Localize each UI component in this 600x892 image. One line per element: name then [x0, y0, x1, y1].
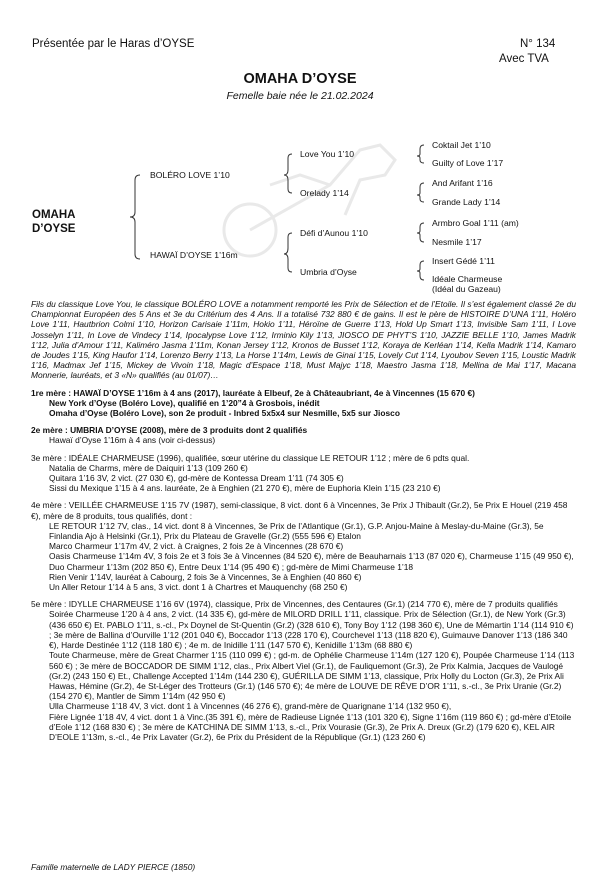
- mother-4-line: Rien Venir 1’14V, lauréat à Cabourg, 2 fois 3e à Vincennes, 3e à Enghien (40 860 €): [49, 571, 362, 582]
- mother-4-head: 4e mère : VEILLÉE CHARMEUSE 1’15 7V (1987), semi-classique, 8 vict. dont 6 à Vincennes, 3e Prix J Thibault (Gr.2), 5e Prix E Houel (219 458 €), mère de 8 produits, tous qualifiés, dont :: [31, 500, 568, 521]
- pedigree-dsd: Nesmile 1’17: [432, 237, 482, 247]
- pedigree-ddd-sire: (Idéal du Gazeau): [432, 284, 501, 294]
- maternal-family: Famille maternelle de LADY PIERCE (1850): [31, 862, 196, 872]
- mother-1-line: New York d’Oyse (Boléro Love), qualifié en 1’20”4 à Grosbois, inédit: [49, 397, 320, 408]
- lot-number: N° 134: [520, 38, 556, 50]
- sire-intro: Fils du classique Love You, le classique BOLÉRO LOVE a notamment remporté les Prix de Sélection et de l’Etoile. Il s’est également classé 2e du Championnat Européen des 5 Ans et 3e du Critérium des 4 Ans. Il a totalisé 732 880 € de gains. Il est le père de HISTOIRE D’UNA 1’11, Holéro Love 1’11, Hautbrion Colmi 1’10, Horizon Carisaie 1’11m, Hokio 1’11, Héroïne de Guerre 1’13, Hold Up Smart 1’13, Invisible Sam 1’11, I Love Josselyn 1’11, In Love de Vindecy 1’14, Ipocalypse Love 1’12, Irminio Kily 1’13, JIOSCO DE PHYT’S 1’10, JAZZIE BELLE 1’10, James Madrik 1’12, Julia d’Amour 1’11, Kaliméro Jasma 1’11m, Konan Jersey 1’12, Kronos de Busset 1’12, Koraya de Kerléan 1’14, Kella Madrik 1’14, Kamaro de Joudes 1’15, King Haufor 1’14, Lorenzo Berry 1’13, La Horse 1’14m, Lewis de Ginai 1’15, Lovely Cut 1’14, Lyoubov Seven 1’15, Loustic Madrik 1’16, Madmax Jef 1’15, Mickey de Vivoin 1’18, Magic d’Espace 1’18, Must Majyc 1’18, Maestro Jasma 1’18, Mellina de Mai 1’17, Macana Monnerie, lauréats, et 3 «N» qualifiés (au 01/07)…: [31, 299, 576, 381]
- mother-4-line: Marco Charmeur 1’17m 4V, 2 vict. à Craignes, 2 fois 2e à Vincennes (28 670 €): [49, 541, 344, 552]
- mother-2-head: 2e mère : UMBRIA D’OYSE (2008), mère de 3 produits dont 2 qualifiés: [31, 425, 308, 436]
- mother-5-line: Toute Charmeuse, mère de Great Charmer 1’15 (110 099 €) ; gd-m. de Ophélie Charmeuse 1’14m (127 120 €), Poupée Charmeuse 1’14 (113 560 €) ; 3e mère de BOCCADOR DE SIMM 1’12, clas., Prix Albert Viel (Gr.1), de Fauliquemont (Gr.3), 2e Prix Kalmia, Jacques de Vaulogé (Gr.2) (243 150 €) Et., Challenge Accepted 1’14m (144 230 €), GUÉRILLA DE SIMM 1’13, classique, Prix Holly du Locton (Gr.3), 2e Prix Ali Hawas, Hémine (Gr.2), 4e St-Léger des Trotteurs (Gr.1) (146 570 €); 4e mère de LOUVE DE RÊVE D’OR 1’11, s.-cl., 3e Prix Uranie (Gr.2) (154 270 €), Mantler de Simm 1’14m (42 950 €): [49, 650, 575, 702]
- mother-5: [31, 599, 576, 742]
- pedigree-sds: And Arifant 1’16: [432, 178, 493, 188]
- horse-name: [32, 208, 75, 236]
- mother-3-line: Sissi du Mexique 1’15 à 4 ans. lauréate, 2e à Enghien (21 270 €), mère de Euphoria Klein 1’15 (23 210 €): [49, 483, 441, 494]
- mother-2-line: Hawaï d’Oyse 1’16m à 4 ans (voir ci-dessus): [49, 435, 216, 446]
- mother-5-line: Soirée Charmeuse 1’20 à 4 ans, 2 vict. (14 335 €), gd-mère de MILORD DRILL 1’11, classique. Prix de Sélection (Gr.1), de New York (Gr.3) (436 650 €) Et. PABLO 1’11, s.-cl., Px Doynel de St-Quentin (Gr.2) (328 610 €), Tony Boy 1’12 (198 360 €), Une de Mémartin 1’14 (114 910 €) ; 3e mère de Ballina d’Ourville 1’12 (201 040 €), Boccador 1’13 (228 170 €), Courchevel 1’13 (118 820 €), Guimauve Danover 1’13 (186 340 €), Harde Destinée 1’12 (118 180 €) ; 4e m. de Inidille 1’11 (147 570 €), Kenidille 1’13m (68 880 €): [49, 609, 574, 651]
- mother-3-head: 3e mère : IDÉALE CHARMEUSE (1996), qualifiée, sœur utérine du classique LE RETOUR 1’12 ; mère de 6 pdts qual.: [31, 452, 470, 463]
- pedigree-sd: Orelady 1’14: [300, 188, 349, 198]
- pedigree-ddd: [432, 274, 502, 294]
- pedigree-sire: BOLÉRO LOVE 1’10: [150, 170, 230, 180]
- mother-5-line: Ulla Charmeuse 1’18 4V, 3 vict. dont 1 à Vincennes (46 276 €), grand-mère de Quarignane 1’14 (132 950 €),: [49, 701, 452, 712]
- pedigree-sdd: Grande Lady 1’14: [432, 197, 501, 207]
- pedigree-dds: Insert Gédé 1’11: [432, 256, 495, 266]
- mother-3-line: Natalia de Charms, mère de Daiquiri 1’13 (109 260 €): [49, 462, 248, 473]
- vat-text: Avec TVA: [499, 53, 549, 65]
- horse-name-line2: D’OYSE: [32, 223, 76, 235]
- pedigree-ssd: Guilty of Love 1’17: [432, 158, 504, 168]
- sulky-watermark-icon: [224, 145, 395, 256]
- mother-1-line: Omaha d’Oyse (Boléro Love), son 2e produit - Inbred 5x5x4 sur Nesmille, 5x5 sur Jiosco: [49, 408, 400, 419]
- mother-4-line: Oasis Charmeuse 1’14m 4V, 3 fois 2e et 3 fois 3e à Vincennes (84 520 €), mère de Beauharnais 1’13 (87 020 €), Charmeuse 1’15 (49 950 €), Duo Charmeur 1’13m (202 850 €), Entre Deux 1’14 (95 490 €) ; gd-mère de Mimi Charmeuse 1’18: [49, 551, 574, 572]
- pedigree-ddd-name: Idéale Charmeuse: [432, 274, 503, 284]
- pedigree-dd: Umbria d’Oyse: [300, 267, 357, 277]
- horse-subtitle: Femelle baie née le 21.02.2024: [226, 90, 374, 102]
- pedigree-dam: HAWAÏ D’OYSE 1’16m: [150, 250, 238, 260]
- mother-5-line: Fière Lignée 1’18 4V, 4 vict. dont 1 à Vinc.(35 391 €), mère de Radieuse Lignée 1’13 (101 320 €), Signe 1’16m (119 860 €) ; gd-mère d’Etoile d’Eole 1’12 (168 830 €) ; 3e mère de KATCHINA DE SIMM 1’13, s.-cl., Prix Vourasie (Gr.3), 2e Prix A. Dreux (Gr.2) (179 620 €), KEL AIR D’EOLE 1’13m, s.-cl., 4e Prix Lavater (Gr.2), 6e Prix du Président de la République (Gr.1) (123 260 €): [49, 711, 572, 742]
- pedigree-ss: Love You 1’10: [300, 149, 355, 159]
- mother-4-line: LE RETOUR 1’12 7V, clas., 14 vict. dont 8 à Vincennes, 3e Prix de l’Atlantique (Gr.1), G.P. Anjou-Maine à Meslay-du-Maine (Gr.3), 5e Finlandia Ajo à Helsinki (Gr.1), Prix du Plateau de Gravelle (Gr.2) (555 596 €) Etalon: [49, 520, 544, 542]
- mother-4: [31, 500, 576, 592]
- pedigree-ds: Défi d’Aunou 1’10: [300, 228, 368, 238]
- mother-3-line: Quitara 1’16 3V, 2 vict. (27 030 €), gd-mère de Kontessa Dream 1’11 (74 305 €): [49, 473, 344, 484]
- mother-5-head: 5e mère : IDYLLE CHARMEUSE 1’16 6V (1974), classique, Prix de Vincennes, des Centaures (Gr.1) (214 770 €), mère de 7 produits qualifiés: [31, 599, 558, 610]
- pedigree-dss: Armbro Goal 1’11 (am): [432, 218, 519, 228]
- body-text: [31, 299, 576, 742]
- presenter-text: Présentée par le Haras d’OYSE: [32, 38, 195, 50]
- mother-1-head: 1re mère : HAWAÏ D’OYSE 1’16m à 4 ans (2017), lauréate à Elbeuf, 2e à Châteaubriant, 4e à Vincennes (15 670 €): [31, 387, 475, 398]
- mother-3: [31, 453, 576, 494]
- mother-2: [31, 425, 576, 445]
- mother-1: [31, 388, 576, 419]
- pedigree-sss: Coktail Jet 1’10: [432, 140, 491, 150]
- mother-4-line: Un Aller Retour 1’14 à 5 ans, 3 vict. dont 1 à Chartres et Mauquenchy (68 250 €): [49, 582, 348, 593]
- page-title: OMAHA D’OYSE: [243, 71, 357, 87]
- horse-name-line1: OMAHA: [32, 209, 76, 221]
